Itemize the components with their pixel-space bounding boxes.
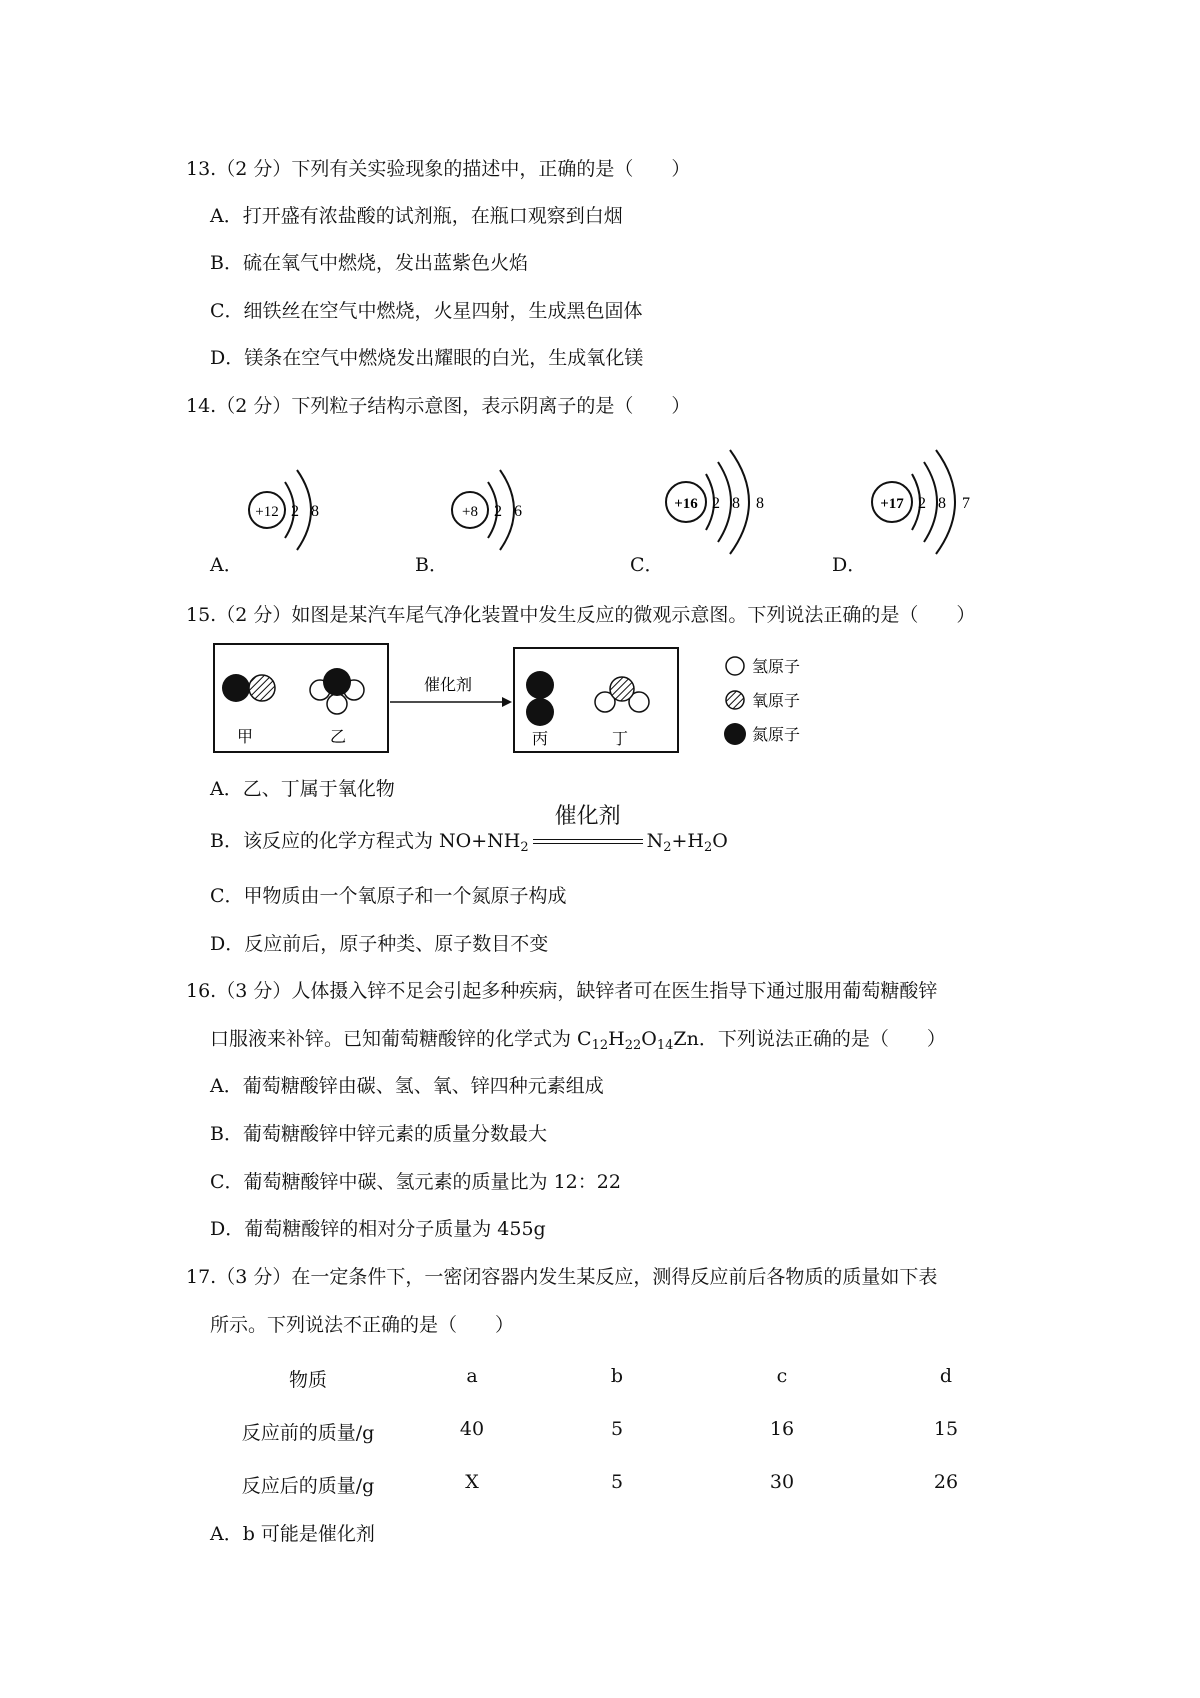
table-row2-c: 30	[769, 1471, 795, 1493]
arrow-catalyst-label: 催化剂	[423, 675, 473, 694]
table-header-c: c	[776, 1365, 788, 1387]
formula-sub-o: 14	[656, 1038, 674, 1053]
q15-option-c: C．甲物质由一个氧原子和一个氮原子构成	[210, 885, 567, 907]
atom-d-nucleus: +17	[880, 496, 904, 512]
atom-c-nucleus: +16	[674, 496, 698, 512]
label-bing: 丙	[531, 729, 549, 748]
equals-bottom-line	[533, 843, 643, 844]
q15-b-n: N	[646, 830, 664, 852]
label-ding: 丁	[611, 729, 629, 748]
q15-b-prefix: B．该反应的化学方程式为 NO+NH	[210, 830, 521, 852]
n-atom	[526, 671, 554, 699]
table-row2-label: 反应后的质量/g	[241, 1475, 375, 1497]
atom-a-nucleus: +12	[255, 504, 279, 520]
atom-diagram-c	[662, 440, 782, 560]
formula-sub-h: 22	[624, 1038, 642, 1053]
table-header-d: d	[939, 1365, 953, 1387]
atom-a-shell-1: 2	[291, 503, 299, 520]
catalyst-equals	[529, 804, 647, 853]
q14-option-c-letter: C．	[630, 554, 664, 576]
q16-option-c: C．葡萄糖酸锌中碳、氢元素的质量比为 12：22	[210, 1171, 621, 1193]
h-atom	[327, 694, 347, 714]
legend-h-icon	[726, 657, 744, 675]
q17-option-a: A．b 可能是催化剂	[210, 1523, 375, 1545]
q15-b-o: O	[712, 830, 728, 852]
q16-stem-suffix: Zn．下列说法正确的是（ ）	[673, 1028, 946, 1050]
atom-d-shell-3: 7	[962, 495, 970, 512]
legend-o-icon	[726, 691, 744, 709]
q13-option-a: A．打开盛有浓盐酸的试剂瓶，在瓶口观察到白烟	[210, 205, 623, 227]
q14-option-d-letter: D．	[832, 554, 867, 576]
legend-n-icon	[724, 723, 746, 745]
q13-option-c: C．细铁丝在空气中燃烧，火星四射，生成黑色固体	[210, 300, 643, 322]
table-row1-b: 5	[610, 1418, 624, 1440]
atom-c-shell-3: 8	[756, 495, 764, 512]
table-row2-d: 26	[933, 1471, 959, 1493]
q15-option-a: A．乙、丁属于氧化物	[210, 778, 395, 800]
n-atom	[323, 668, 351, 696]
n-atom	[526, 698, 554, 726]
atom-c-shell-1: 2	[712, 495, 720, 512]
q16-stem-line1: 16.（3 分）人体摄入锌不足会引起多种疾病，缺锌者可在医生指导下通过服用葡萄糖酸锌	[186, 980, 938, 1002]
q13-option-b: B．硫在氧气中燃烧，发出蓝紫色火焰	[210, 252, 528, 274]
q14-stem: 14.（2 分）下列粒子结构示意图，表示阴离子的是（ ）	[186, 395, 691, 417]
atom-diagram-b	[448, 452, 548, 562]
label-jia: 甲	[236, 727, 254, 746]
table-row1-a: 40	[459, 1418, 485, 1440]
atom-b-shell-1: 2	[494, 503, 502, 520]
legend-h-label: 氢原子	[752, 657, 801, 676]
q16-stem-line2	[210, 1027, 946, 1051]
q15-b-sub2: 2	[663, 840, 672, 855]
atom-b-shell-2: 6	[514, 503, 522, 520]
formula-o: O	[641, 1028, 657, 1050]
q15-b-sub1: 2	[520, 840, 529, 855]
q16-stem-prefix: 口服液来补锌。已知葡萄糖酸锌的化学式为 C	[210, 1028, 592, 1050]
n-atom	[222, 674, 250, 702]
table-row1-d: 15	[933, 1418, 959, 1440]
table-row2-b: 5	[610, 1471, 624, 1493]
q14-option-b-letter: B．	[415, 554, 448, 576]
table-row1-label: 反应前的质量/g	[241, 1422, 375, 1444]
atom-b-nucleus: +8	[462, 504, 478, 520]
reaction-diagram	[200, 640, 1000, 760]
table-row1-c: 16	[769, 1418, 795, 1440]
table-row2-a: X	[465, 1471, 479, 1493]
q16-option-a: A．葡萄糖酸锌由碳、氢、氧、锌四种元素组成	[210, 1075, 604, 1097]
q14-option-a-letter: A．	[210, 554, 243, 576]
atom-d-shell-1: 2	[918, 495, 926, 512]
legend-n-label: 氮原子	[752, 725, 801, 744]
atom-diagram-a	[245, 452, 345, 562]
q15-b-h: +H	[671, 830, 705, 852]
atom-diagram-d	[868, 440, 988, 560]
q13-option-d: D．镁条在空气中燃烧发出耀眼的白光，生成氧化镁	[210, 347, 644, 369]
formula-h: H	[608, 1028, 625, 1050]
arrow-head	[502, 697, 512, 707]
atom-c-shell-2: 8	[732, 495, 740, 512]
equals-top-line	[533, 839, 643, 840]
label-yi: 乙	[329, 727, 347, 746]
q15-stem: 15.（2 分）如图是某汽车尾气净化装置中发生反应的微观示意图。下列说法正确的是（ ）	[186, 604, 976, 626]
q16-option-d: D．葡萄糖酸锌的相对分子质量为 455g	[210, 1218, 546, 1240]
atom-a-shell-2: 8	[311, 503, 319, 520]
o-atom	[249, 675, 275, 701]
q15-option-b	[210, 804, 728, 855]
catalyst-over-label: 催化剂	[554, 804, 621, 829]
q17-stem-line1: 17.（3 分）在一定条件下，一密闭容器内发生某反应，测得反应前后各物质的质量如下表	[186, 1266, 938, 1288]
o-atom	[610, 677, 634, 701]
table-header-b: b	[610, 1365, 624, 1387]
legend-o-label: 氧原子	[752, 691, 801, 710]
q15-b-sub3: 2	[704, 840, 713, 855]
q16-option-b: B．葡萄糖酸锌中锌元素的质量分数最大	[210, 1123, 547, 1145]
atom-d-shell-2: 8	[938, 495, 946, 512]
q13-stem: 13.（2 分）下列有关实验现象的描述中，正确的是（ ）	[186, 158, 691, 180]
formula-sub-c: 12	[591, 1038, 609, 1053]
table-header-a: a	[466, 1365, 478, 1387]
table-header-substance: 物质	[288, 1369, 327, 1391]
q17-stem-line2: 所示。下列说法不正确的是（ ）	[210, 1314, 515, 1336]
q15-option-d: D．反应前后，原子种类、原子数目不变	[210, 933, 549, 955]
